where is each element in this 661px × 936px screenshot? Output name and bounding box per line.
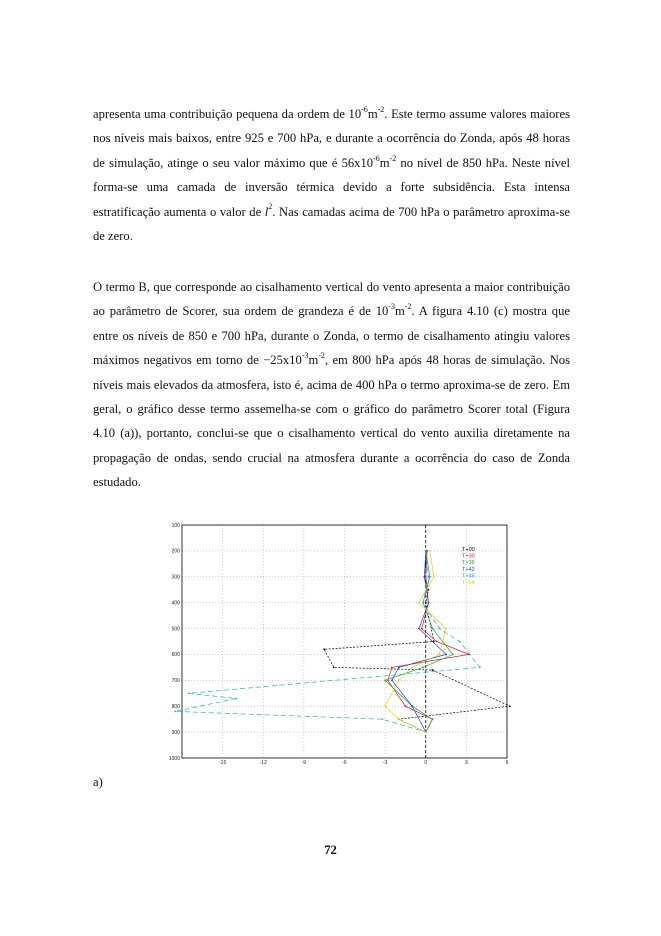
x-tick-label: -6	[342, 760, 347, 766]
series-line	[392, 551, 446, 732]
superscript: -6	[373, 153, 380, 163]
series-point	[405, 705, 407, 707]
series-point	[432, 718, 434, 720]
text-run: . A figura 4.10 (c) mostra que entre os níveis de 850 e 700 hPa, durante o Zonda, o termo de cisalhamento atingiu valores máximos negativos em torno de −25x10	[93, 304, 570, 368]
series-point	[411, 666, 413, 668]
text-run: apresenta uma contribuição pequena da ordem de 10	[93, 107, 362, 121]
series-point	[428, 602, 430, 604]
series-point	[438, 628, 440, 630]
legend-entry: T+36	[462, 560, 475, 567]
variable-l: l	[264, 204, 269, 219]
x-tick-label: -15	[219, 760, 227, 766]
series-point	[384, 705, 386, 707]
superscript: -2	[377, 104, 385, 114]
series-point	[235, 698, 237, 700]
legend-entry: T+00	[462, 547, 475, 553]
series-point	[479, 666, 481, 668]
series-point	[425, 731, 427, 733]
text-run: m	[367, 107, 378, 121]
series-point	[411, 705, 413, 707]
y-tick-label: 1000	[168, 755, 180, 762]
series-point	[382, 718, 384, 720]
superscript: 2	[268, 202, 273, 212]
y-tick-label: 100	[171, 522, 180, 529]
superscript: -2	[389, 153, 397, 163]
series-point	[174, 711, 176, 713]
series-point	[423, 576, 425, 578]
figure-caption: a)	[93, 775, 103, 789]
x-tick-label: 3	[464, 760, 468, 766]
series-point	[445, 654, 447, 656]
page-number: 72	[324, 843, 337, 857]
chart-tick-labels	[169, 523, 509, 766]
superscript: -2	[318, 351, 325, 361]
superscript: -3	[301, 351, 309, 361]
scorer-term-chart	[160, 520, 515, 770]
chart-legend	[462, 547, 475, 586]
series-point	[391, 679, 393, 681]
series-point	[445, 628, 447, 630]
x-tick-label: 6	[505, 760, 509, 766]
y-tick-label: 200	[171, 548, 180, 555]
series-point	[418, 628, 420, 630]
series-point	[433, 576, 435, 578]
series-point	[432, 669, 434, 671]
series-point	[421, 628, 423, 630]
series-point	[398, 666, 400, 668]
series-point	[391, 666, 393, 668]
text-run: m	[379, 155, 390, 170]
x-tick-label: -9	[301, 760, 307, 766]
series-point	[398, 718, 400, 720]
x-tick-label: -3	[382, 760, 388, 766]
text-run: m	[394, 304, 405, 319]
y-tick-label: 500	[171, 626, 180, 633]
series-point	[188, 692, 190, 694]
series-point	[422, 666, 424, 668]
x-tick-label: 0	[424, 760, 428, 766]
text-run: . Este termo assume valores maiores nos níveis mais baixos, entre 925 e 700 hPa, e durante a ocorrência do Zonda, após 48 horas de simulação, atinge o seu valor máximo que é 56x10	[93, 107, 570, 170]
superscript: -6	[361, 104, 368, 114]
legend-entry: T+48	[462, 573, 475, 580]
y-tick-label: 600	[171, 652, 180, 659]
paragraph-1	[93, 102, 570, 248]
text-run: m	[308, 353, 319, 368]
text-run: O termo B, que corresponde ao cisalhamento vertical do vento apresenta a maior contribuição ao parâmetro de Scorer, sua ordem de grandeza é de 10	[93, 280, 570, 319]
series-point	[436, 641, 438, 643]
series-point	[333, 666, 335, 668]
series-point	[422, 602, 424, 604]
series-point	[418, 602, 420, 604]
y-tick-label: 700	[171, 678, 180, 685]
text-run: . Nas camadas acima de 700 hPa o parâmetro aproxima-se de zero.	[93, 204, 570, 244]
y-tick-label: 300	[171, 574, 180, 581]
series-line	[324, 551, 510, 732]
series-point	[323, 648, 325, 650]
series-point	[428, 589, 430, 591]
series-point	[459, 641, 461, 643]
text-run: , em 800 hPa após 48 horas de simulação. Nos níveis mais elevados da atmosfera, isto é, acima de 400 hPa o termo aproxima-se de zero. Em geral, o gráfico desse termo assemelha-se com o gráfico do parâmetro Scorer total (Figura 4.10 (a)), portanto, conclui-se que o cisalhamento vertical do vento auxilia diretamente na propagação de ondas, sendo crucial na atmosfera durante a ocorrência do caso de Zonda estudado.	[93, 353, 570, 490]
y-tick-label: 400	[171, 600, 180, 607]
series-point	[429, 550, 431, 552]
x-tick-label: -12	[259, 760, 267, 766]
series-point	[384, 679, 386, 681]
superscript: -2	[404, 302, 412, 312]
y-tick-label: 800	[171, 704, 180, 711]
series-point	[428, 576, 430, 578]
series-point	[425, 602, 427, 604]
series-point	[425, 550, 427, 552]
series-point	[452, 654, 454, 656]
superscript: -3	[388, 302, 395, 312]
y-tick-label: 900	[171, 729, 180, 736]
series-point	[398, 679, 400, 681]
legend-entry: T+30	[462, 553, 475, 560]
series-point	[432, 628, 434, 630]
chart-grid	[182, 525, 507, 758]
paragraph-2	[93, 275, 570, 495]
text-run: no nível de 850 hPa. Neste nível forma-se uma camada de inversão térmica devido a forte subsidência. Esta intensa estratificação aumenta o valor de	[93, 155, 570, 219]
legend-entry: T+42	[462, 566, 475, 573]
legend-entry: T+54	[462, 580, 475, 586]
series-point	[509, 705, 511, 707]
series-point	[438, 654, 440, 656]
